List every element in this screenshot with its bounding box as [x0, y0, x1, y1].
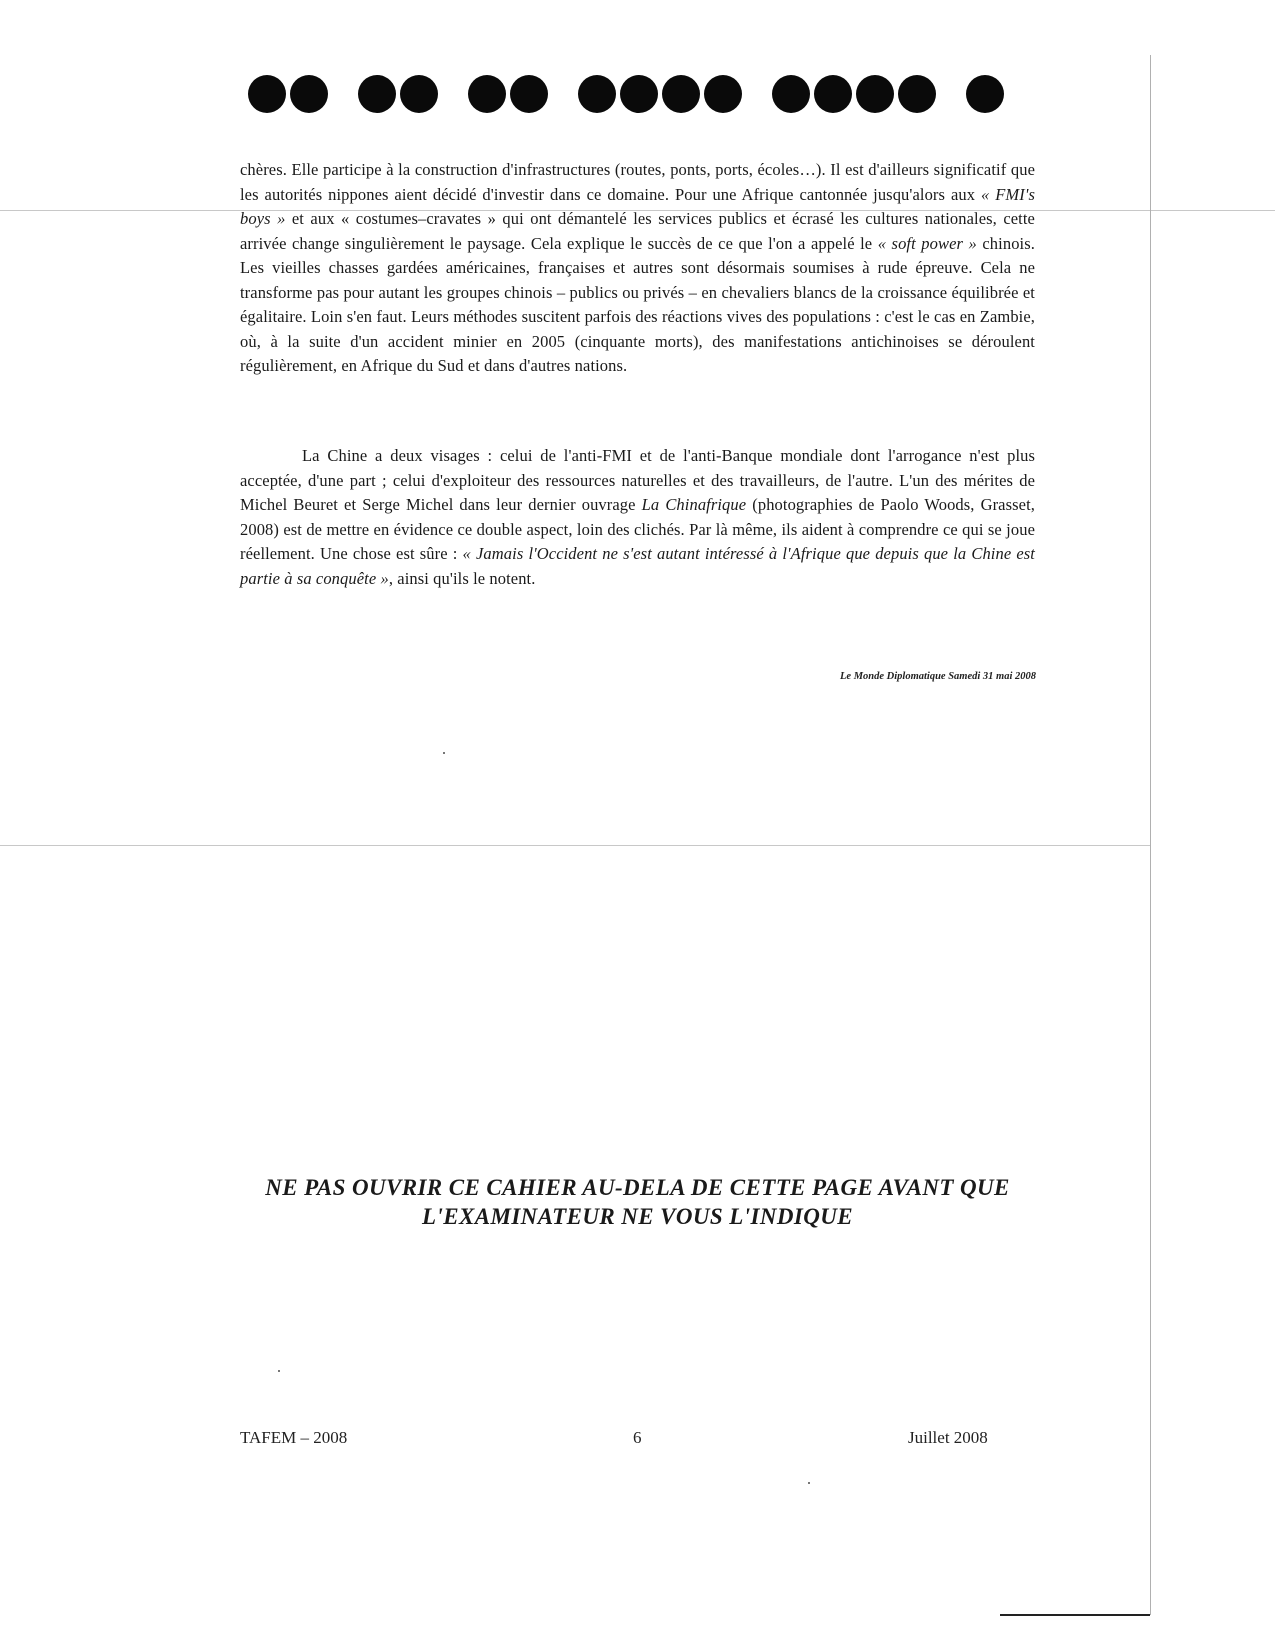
speck — [443, 752, 445, 754]
dot-icon — [358, 75, 396, 113]
speck — [278, 1370, 280, 1372]
dot-icon — [856, 75, 894, 113]
dot-icon — [620, 75, 658, 113]
article-source: Le Monde Diplomatique Samedi 31 mai 2008 — [840, 671, 1036, 682]
header-dots — [248, 72, 1008, 116]
dot-icon — [814, 75, 852, 113]
warning-line-2: L'EXAMINATEUR NE VOUS L'INDIQUE — [422, 1204, 853, 1229]
dot-icon — [704, 75, 742, 113]
corner-mark — [1000, 1614, 1150, 1616]
dot-icon — [772, 75, 810, 113]
footer-exam-name: TAFEM – 2008 — [240, 1428, 348, 1447]
warning-line-1: NE PAS OUVRIR CE CAHIER AU-DELA DE CETTE PAGE AVANT QUE — [265, 1175, 1010, 1200]
footer-date: Juillet 2008 — [908, 1428, 988, 1447]
scan-divider — [0, 845, 1150, 846]
page-edge — [1150, 55, 1151, 1615]
paragraph-1 — [240, 158, 1035, 379]
dot-icon — [898, 75, 936, 113]
paragraph-2 — [240, 444, 1035, 591]
dot-icon — [248, 75, 286, 113]
speck — [808, 1482, 810, 1484]
footer-page-number: 6 — [633, 1428, 642, 1447]
dot-icon — [400, 75, 438, 113]
dot-icon — [468, 75, 506, 113]
exam-warning — [180, 1173, 1095, 1231]
paragraph-text: chères. Elle participe à la construction d'infrastructures (routes, ponts, ports, écoles…). Il est d'ailleurs significatif que les autorités nippones aient décidé d'investir dans ce domaine. Pour une Afrique cantonnée jusqu'alors aux « FMI's boys » et aux « costumes–cravates » qui ont démantelé les services publics et écrasé les cultures nationales, cette arrivée change singulièrement le paysage. Cela explique le succès de ce que l'on a appelé le « soft power » chinois. Les vieilles chasses gardées américaines, françaises et autres sont désormais soumises à rude épreuve. Cela ne transforme pas pour autant les groupes chinois – publics ou privés – en chevaliers blancs de la croissance équilibrée et égalitaire. Loin s'en faut. Leurs méthodes suscitent parfois des réactions vives des populations : c'est le cas en Zambie, où, à la suite d'un accident minier en 2005 (cinquante morts), des manifestations antichinoises se déroulent régulièrement, en Afrique du Sud et dans d'autres nations. — [240, 160, 1036, 375]
dot-icon — [290, 75, 328, 113]
dot-icon — [662, 75, 700, 113]
dot-icon — [966, 75, 1004, 113]
dot-icon — [578, 75, 616, 113]
dot-icon — [510, 75, 548, 113]
paragraph-text: La Chine a deux visages : celui de l'anti-FMI et de l'anti-Banque mondiale dont l'arrogance n'est plus acceptée, d'une part ; celui d'exploiteur des ressources naturelles et des travailleurs, de l'autre. L'un des mérites de Michel Beuret et Serge Michel dans leur dernier ouvrage La Chinafrique (photographies de Paolo Woods, Grasset, 2008) est de mettre en évidence ce double aspect, loin des clichés. Par là même, ils aident à comprendre ce qui se joue réellement. Une chose est sûre : « Jamais l'Occident ne s'est autant intéressé à l'Afrique que depuis que la Chine est partie à sa conquête », ainsi qu'ils le notent. — [240, 446, 1035, 588]
